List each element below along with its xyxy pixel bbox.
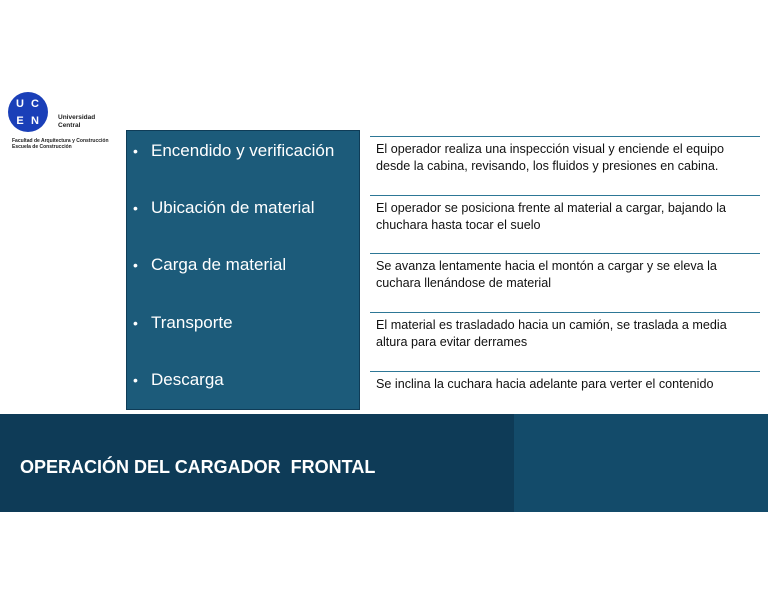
step-item xyxy=(133,141,334,161)
step-item xyxy=(133,313,233,333)
step-item xyxy=(133,370,224,390)
bullet-icon: • xyxy=(133,257,138,273)
step-description: Se inclina la cuchara hacia adelante para verter el contenido xyxy=(370,371,760,393)
university-name xyxy=(58,114,95,130)
faculty-name xyxy=(12,138,109,151)
title-band-accent xyxy=(514,414,768,512)
step-description: El material es trasladado hacia un camión, se traslada a media altura para evitar derrames xyxy=(370,312,760,350)
step-label: Encendido y verificación xyxy=(151,141,335,160)
faculty-line1: Facultad de Arquitectura y Construcción xyxy=(12,138,109,144)
university-name-line1: Universidad xyxy=(58,114,96,121)
logo-letter-c: C xyxy=(31,98,39,110)
step-label: Transporte xyxy=(151,313,233,332)
bullet-icon: • xyxy=(133,200,138,216)
step-label: Carga de material xyxy=(151,255,287,274)
logo-letter-e: E xyxy=(16,115,24,127)
bullet-icon: • xyxy=(133,143,138,159)
step-label: Descarga xyxy=(151,370,224,389)
step-description: El operador realiza una inspección visual y enciende el equipo desde la cabina, revisando, los fluidos y presiones en cabina. xyxy=(370,136,760,174)
faculty-line2: Escuela de Construcción xyxy=(12,144,72,151)
step-description: El operador se posiciona frente al material a cargar, bajando la chuchara hasta tocar el suelo xyxy=(370,195,760,233)
bullet-icon: • xyxy=(133,372,138,388)
university-name-line2: Central xyxy=(58,122,81,129)
step-label: Ubicación de material xyxy=(151,198,315,217)
bullet-icon: • xyxy=(133,315,138,331)
step-item xyxy=(133,255,286,275)
slide-title: OPERACIÓN DEL CARGADOR FRONTAL xyxy=(20,457,376,477)
steps-panel xyxy=(126,130,360,410)
step-item xyxy=(133,198,314,218)
logo-letter-u: U xyxy=(16,98,24,110)
logo-letter-n: N xyxy=(31,115,39,127)
ucen-logo-icon xyxy=(8,92,48,132)
university-logo xyxy=(8,92,128,152)
step-description: Se avanza lentamente hacia el montón a cargar y se eleva la cuchara llenándose de material xyxy=(370,253,760,291)
